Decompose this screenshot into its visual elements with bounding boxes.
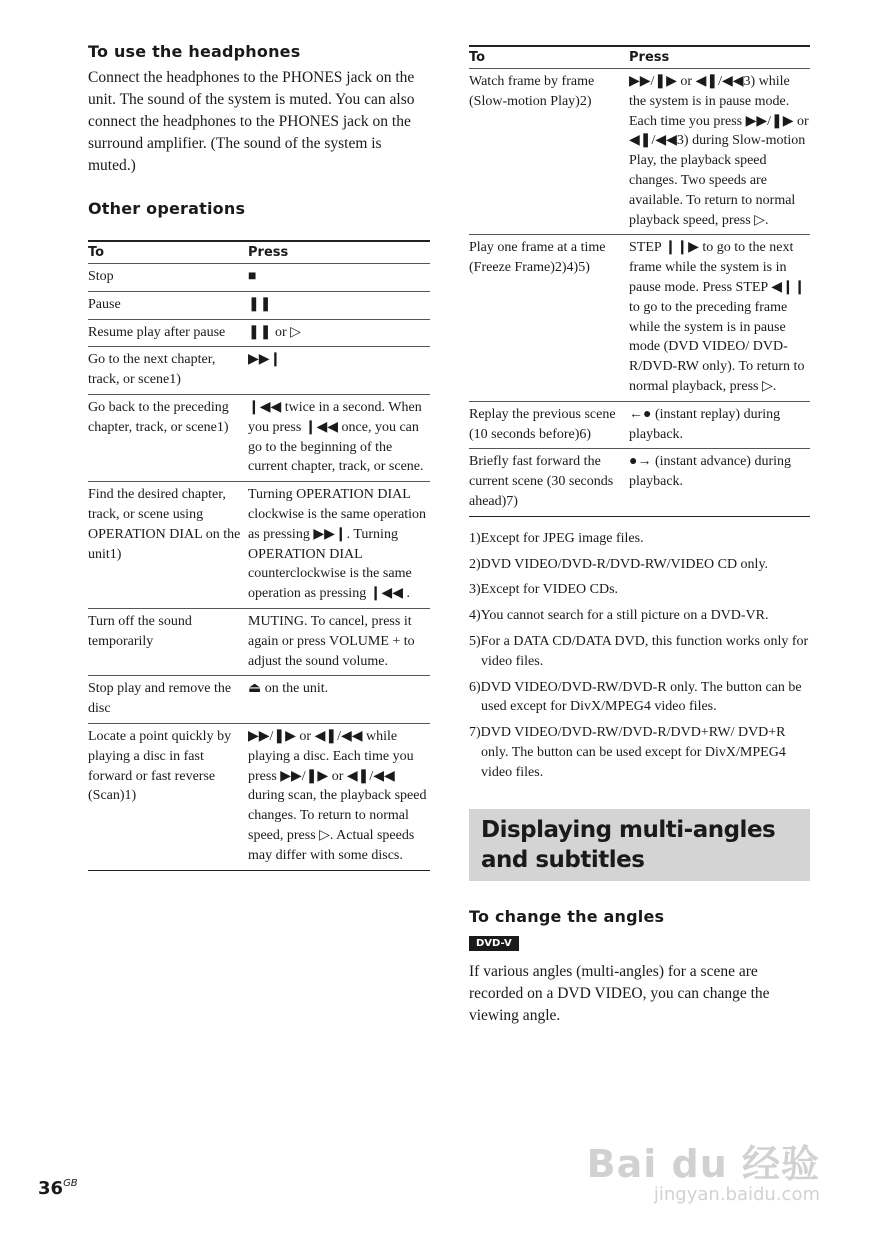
table-row [469, 69, 810, 235]
table-row [469, 401, 810, 449]
left-column [88, 42, 430, 871]
table-row [88, 394, 430, 481]
footnote: 6)DVD VIDEO/DVD-RW/DVD-R only. The button can be used except for DivX/MPEG4 video files. [469, 679, 802, 715]
table-cell-press: ▶▶❙ [248, 347, 430, 395]
footnote: 4)You cannot search for a still picture on a DVD-VR. [469, 608, 769, 624]
table-cell-to: Locate a point quickly by playing a disc in fast forward or fast reverse (Scan)1) [88, 723, 248, 870]
table-row [88, 723, 430, 870]
column-header-to: To [469, 46, 629, 69]
column-header-press: Press [629, 46, 810, 69]
right-column [469, 45, 810, 1027]
footnote: 1)Except for JPEG image files. [469, 530, 644, 546]
table-cell-to: Watch frame by frame (Slow-motion Play)2) [469, 69, 629, 235]
baidu-watermark [587, 1133, 820, 1205]
table-cell-to: Replay the previous scene (10 seconds before)6) [469, 401, 629, 449]
headphones-paragraph: Connect the headphones to the PHONES jack on the unit. The sound of the system is muted. You can also connect the headphones to the PHONES jack on the surround amplifier. (The sound of the system is muted.) [88, 69, 415, 174]
footnote: 5)For a DATA CD/DATA DVD, this function works only for video files. [469, 633, 809, 669]
table-cell-press: ⏏ on the unit. [248, 676, 430, 724]
watermark-url: jingyan.baidu.com [653, 1184, 820, 1205]
table-row [88, 347, 430, 395]
change-angles-heading: To change the angles [469, 906, 665, 926]
table-row [469, 235, 810, 401]
table-row [88, 264, 430, 292]
table-cell-to: Stop play and remove the disc [88, 676, 248, 724]
watermark-logo-text: Bai du 经验 [586, 1142, 820, 1186]
table-cell-to: Turn off the sound temporarily [88, 608, 248, 675]
table-cell-to: Play one frame at a time (Freeze Frame)2)4)5) [469, 235, 629, 401]
table-cell-press: ●→ (instant advance) during playback. [629, 449, 810, 516]
table-cell-to: Stop [88, 264, 248, 292]
table-cell-to: Find the desired chapter, track, or scene using OPERATION DIAL on the unit1) [88, 482, 248, 609]
footnote: 3)Except for VIDEO CDs. [469, 582, 619, 598]
table-cell-press: ←● (instant replay) during playback. [629, 401, 810, 449]
footnotes [469, 529, 810, 783]
other-operations-heading: Other operations [88, 199, 246, 218]
column-header-press: Press [248, 241, 430, 264]
table-row [88, 482, 430, 609]
operations-table-right [469, 45, 810, 517]
table-cell-press: STEP ❙❙▶ to go to the next frame while the system is in pause mode. Press STEP ◀❙❙ to go to the preceding frame while the system is in pause mode (DVD VIDEO/ DVD-R/DVD-RW only). To return to normal playback, press ▷. [629, 235, 810, 401]
angles-paragraph: If various angles (multi-angles) for a scene are recorded on a DVD VIDEO, you can change the viewing angle. [469, 962, 770, 1024]
table-row [88, 291, 430, 319]
table-cell-press: ❚❚ [248, 291, 430, 319]
table-cell-press: ▶▶/❚▶ or ◀❚/◀◀3) while the system is in pause mode. Each time you press ▶▶/❚▶ or ◀❚/◀◀3) during Slow-motion Play, the playback speed changes. Two speeds are available. To return to normal playback speed, press ▷. [629, 69, 810, 235]
table-row [469, 449, 810, 516]
table-cell-to: Resume play after pause [88, 319, 248, 347]
table-row [88, 319, 430, 347]
dvd-v-badge: DVD-V [469, 936, 519, 951]
table-cell-press: ❚❚ or ▷ [248, 319, 430, 347]
section-banner: Displaying multi-angles and subtitles [469, 809, 810, 881]
column-header-to: To [88, 241, 248, 264]
headphones-heading: To use the headphones [88, 42, 301, 61]
page-number [38, 1178, 78, 1199]
table-cell-to: Go to the next chapter, track, or scene1) [88, 347, 248, 395]
table-cell-to: Briefly fast forward the current scene (30 seconds ahead)7) [469, 449, 629, 516]
page-number-value: 36 [38, 1178, 64, 1199]
table-row [88, 676, 430, 724]
page-number-suffix: GB [63, 1178, 78, 1189]
footnote: 7)DVD VIDEO/DVD-RW/DVD-R/DVD+RW/ DVD+R only. The button can be used except for DivX/MPEG4 video files. [469, 725, 786, 780]
footnote: 2)DVD VIDEO/DVD-R/DVD-RW/VIDEO CD only. [469, 556, 769, 572]
table-cell-to: Pause [88, 291, 248, 319]
table-cell-press: MUTING. To cancel, press it again or press VOLUME + to adjust the sound volume. [248, 608, 430, 675]
table-cell-press: ■ [248, 264, 430, 292]
table-cell-press: ▶▶/❚▶ or ◀❚/◀◀ while playing a disc. Each time you press ▶▶/❚▶ or ◀❚/◀◀ during scan, the playback speed changes. To return to normal speed, press ▷. Actual speeds may differ with some discs. [248, 723, 430, 870]
table-cell-press: ❙◀◀ twice in a second. When you press ❙◀◀ once, you can go to the beginning of the current chapter, track, or scene. [248, 394, 430, 481]
table-row [88, 608, 430, 675]
table-cell-press: Turning OPERATION DIAL clockwise is the same operation as pressing ▶▶❙. Turning OPERATION DIAL counterclockwise is the same operation as pressing ❙◀◀ . [248, 482, 430, 609]
operations-table-left [88, 240, 430, 871]
table-cell-to: Go back to the preceding chapter, track, or scene1) [88, 394, 248, 481]
